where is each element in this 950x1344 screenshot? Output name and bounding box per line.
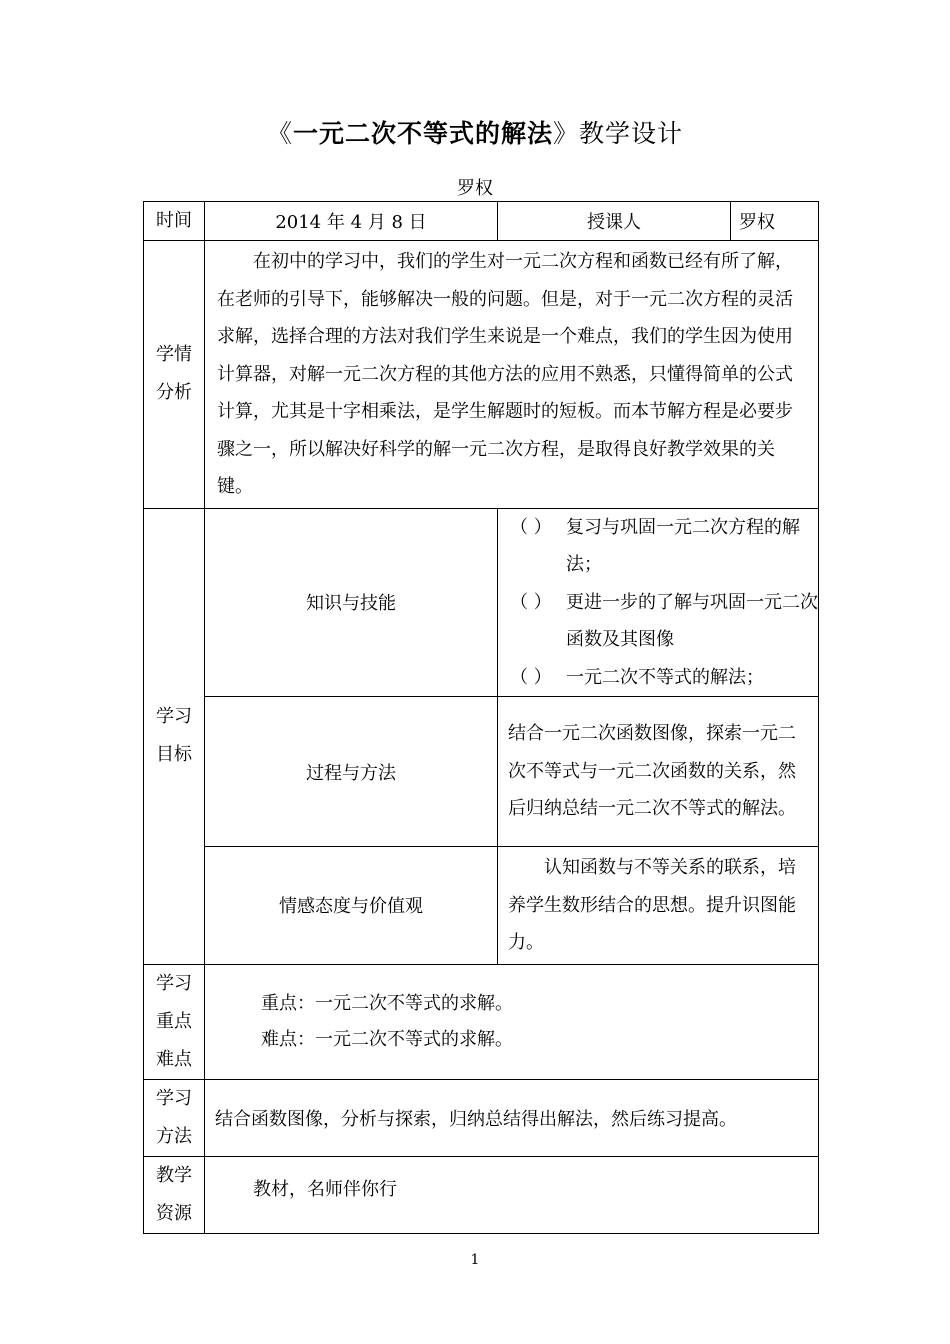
goals-label-line1: 学习: [156, 706, 192, 727]
method-text: 结合函数图像，分析与探索，归纳总结得出解法，然后练习提高。: [205, 1079, 819, 1156]
knowledge-item-bracket: （ ）: [510, 591, 552, 613]
resource-row: [144, 1156, 819, 1233]
analysis-text: 在初中的学习中，我们的学生对一元二次方程和函数已经有所了解，在老师的引导下，能够解决一般的问题。但是，对于一元二次方程的灵活求解，选择合理的方法对我们学生来说是一个难点，我们的学生因为使用计算器，对解一元二次方程的其他方法的应用不熟悉，只懂得简单的公式计算，尤其是十字相乘法，是学生解题时的短板。而本节解方程是必要步骤之一，所以解决好科学的解一元二次方程，是取得良好教学效果的关键。: [217, 251, 793, 497]
knowledge-item-bracket: （ ）: [510, 516, 552, 538]
analysis-label-line1: 学情: [156, 344, 192, 366]
method-row: [144, 1079, 819, 1156]
resource-label: [144, 1156, 205, 1233]
emotion-text-cell: [498, 847, 819, 965]
process-row: [144, 697, 819, 847]
method-label-line2: 方法: [156, 1125, 192, 1147]
knowledge-item: [510, 584, 818, 659]
knowledge-item: [510, 509, 818, 584]
teacher-value: 罗权: [731, 202, 819, 241]
process-label: 过程与方法: [205, 697, 498, 847]
key-label: [144, 964, 205, 1079]
teacher-label: 授课人: [498, 202, 731, 241]
goals-label-line2: 目标: [156, 744, 192, 765]
time-value: 2014 年 4 月 8 日: [205, 202, 498, 241]
page-number: 1: [470, 1252, 480, 1268]
analysis-label: [144, 241, 205, 509]
key-label-line2: 重点: [156, 1010, 192, 1032]
title-prefix: 《: [266, 119, 293, 148]
time-label: 时间: [144, 202, 205, 241]
method-label-line1: 学习: [156, 1087, 192, 1109]
knowledge-item: [510, 659, 818, 697]
analysis-row: [144, 241, 819, 509]
document-title: [0, 114, 950, 150]
title-main: 一元二次不等式的解法: [292, 119, 553, 148]
key-point: 重点：一元二次不等式的求解。: [261, 992, 513, 1014]
goals-label: [144, 508, 205, 964]
author-name: 罗权: [457, 178, 493, 199]
knowledge-item-text: 更进一步的了解与巩固一元二次函数及其图像: [566, 591, 818, 650]
key-label-line1: 学习: [156, 972, 192, 994]
knowledge-item-bracket: （ ）: [510, 666, 552, 688]
knowledge-label: 知识与技能: [205, 508, 498, 697]
knowledge-item-text: 复习与巩固一元二次方程的解法；: [566, 516, 800, 575]
title-suffix: 》教学设计: [553, 119, 684, 148]
analysis-text-cell: [205, 241, 819, 509]
method-label: [144, 1079, 205, 1156]
key-points-row: [144, 964, 819, 1079]
process-text: 结合一元二次函数图像，探索一元二次不等式与一元二次函数的关系，然后归纳总结一元二次不等式的解法。: [498, 697, 819, 847]
lesson-design-table: [143, 201, 819, 1234]
knowledge-item-text: 一元二次不等式的解法；: [566, 666, 764, 688]
analysis-label-line2: 分析: [156, 382, 192, 404]
knowledge-row: [144, 508, 819, 697]
emotion-row: [144, 847, 819, 965]
knowledge-list: [498, 508, 819, 697]
time-row: [144, 202, 819, 241]
difficult-point: 难点：一元二次不等式的求解。: [261, 1028, 513, 1050]
emotion-text: 认知函数与不等关系的联系，培养学生数形结合的思想。提升识图能力。: [508, 857, 796, 953]
emotion-label: 情感态度与价值观: [205, 847, 498, 965]
key-label-line3: 难点: [156, 1048, 192, 1070]
resource-text: 教材，名师伴你行: [205, 1156, 819, 1233]
resource-label-line1: 教学: [156, 1164, 192, 1186]
key-points-cell: [205, 964, 819, 1079]
resource-label-line2: 资源: [156, 1202, 192, 1224]
